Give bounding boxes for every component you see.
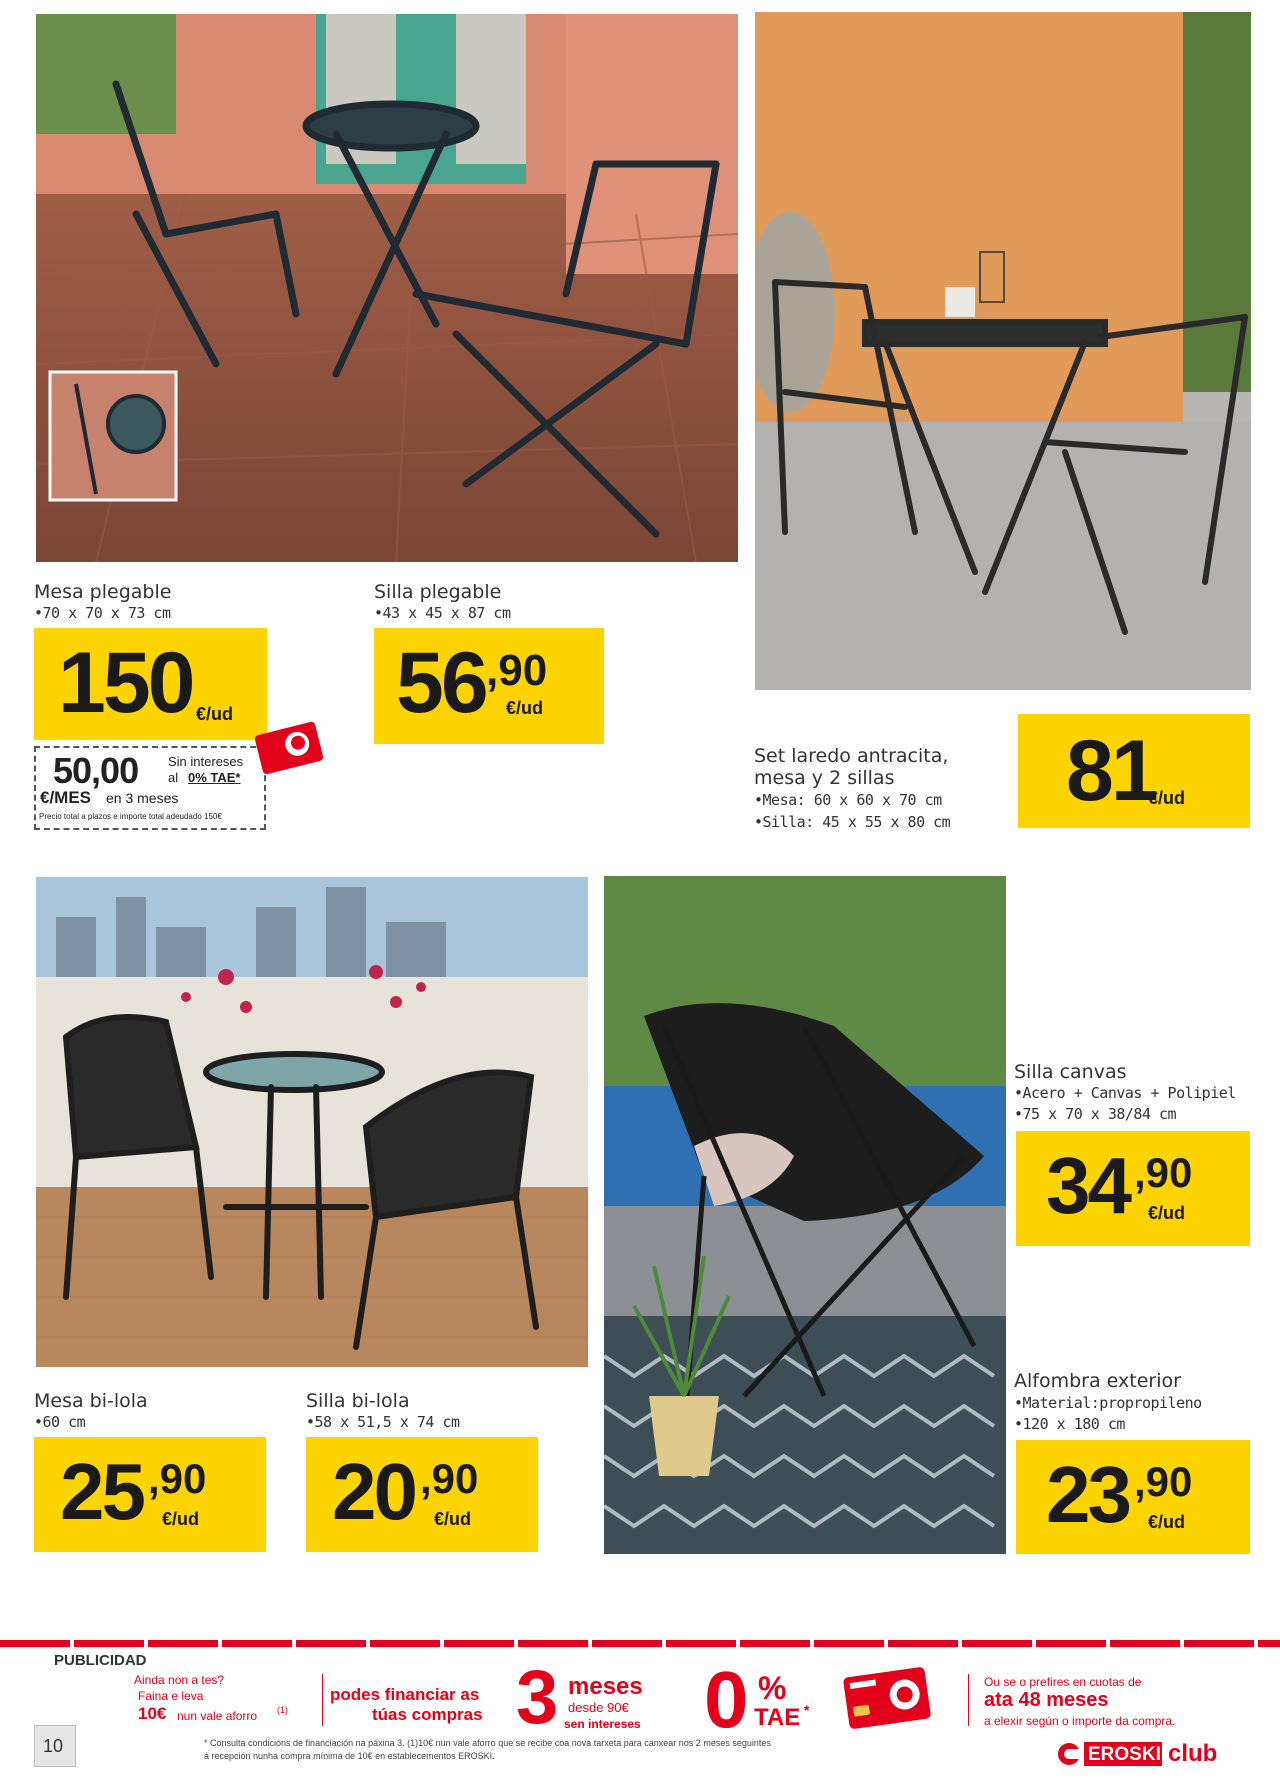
photo-bilola bbox=[36, 877, 588, 1367]
footer-zero: 0 bbox=[704, 1655, 749, 1744]
page-number: 10 bbox=[43, 1736, 64, 1756]
silla-bilola-title: Silla bi-lola bbox=[306, 1390, 410, 1412]
silla-plegable-spec: •43 x 45 x 87 cm bbox=[374, 604, 511, 622]
price-integer: 150 bbox=[58, 635, 193, 731]
footer-tae-star: * bbox=[804, 1702, 810, 1718]
price-decimal: ,90 bbox=[1134, 1149, 1193, 1196]
footer-note-line2: á recepción nunha compra mínima de 10€ en establecementos EROSKI. bbox=[204, 1751, 495, 1761]
footer-three: 3 bbox=[516, 1655, 559, 1740]
footer-separator bbox=[322, 1674, 323, 1726]
eroski-club-logo bbox=[1058, 1740, 1232, 1770]
price-tag-mesa-bilola bbox=[34, 1437, 266, 1552]
footer-ou-line3: a elexir según o importe da compra. bbox=[984, 1714, 1176, 1728]
price-integer: 56 bbox=[396, 635, 486, 731]
silla-plegable-title: Silla plegable bbox=[374, 581, 502, 603]
price-tag-set-laredo bbox=[1018, 714, 1250, 828]
silla-canvas-spec-material: •Acero + Canvas + Polipiel bbox=[1014, 1084, 1236, 1102]
price-unit: €/ud bbox=[1148, 788, 1186, 808]
price-unit: €/ud bbox=[434, 1509, 472, 1529]
price-integer: 34 bbox=[1046, 1141, 1129, 1230]
footer-ainda-line2: Faina e leva bbox=[138, 1689, 204, 1703]
eroski-credit-card-icon bbox=[843, 1667, 931, 1730]
financing-tae: 0% TAE* bbox=[188, 770, 241, 785]
price-decimal: ,90 bbox=[486, 646, 548, 695]
price-integer: 23 bbox=[1046, 1450, 1129, 1539]
photo-set-laredo bbox=[755, 12, 1251, 690]
alfombra-spec-size: •120 x 180 cm bbox=[1014, 1415, 1125, 1433]
mesa-plegable-title: Mesa plegable bbox=[34, 581, 172, 603]
price-unit: €/ud bbox=[1148, 1203, 1186, 1223]
set-laredo-title-line1: Set laredo antracita, bbox=[754, 745, 949, 767]
silla-bilola-spec: •58 x 51,5 x 74 cm bbox=[306, 1413, 460, 1431]
photo-mesa-silla-plegable bbox=[36, 14, 738, 562]
footer-ainda-line1: Ainda non a tes? bbox=[134, 1673, 225, 1687]
price-integer: 20 bbox=[332, 1447, 415, 1536]
eroski-brand: EROSKI bbox=[1088, 1744, 1161, 1765]
club-brand: club bbox=[1168, 1740, 1218, 1767]
footer-note-line1: * Consulta condicións de financiación na páxina 3. (1)10€ nun vale aforro que se recibe coa nova tarxeta para canxear nos 2 meses seguintes bbox=[204, 1738, 771, 1748]
mesa-plegable-spec: •70 x 70 x 73 cm bbox=[34, 604, 171, 622]
price-tag-silla-bilola bbox=[306, 1437, 538, 1552]
footer-separator-2 bbox=[968, 1674, 969, 1726]
silla-canvas-title: Silla canvas bbox=[1014, 1061, 1127, 1083]
footer-pct: % bbox=[758, 1670, 787, 1706]
publicidad-label: PUBLICIDAD bbox=[54, 1652, 147, 1669]
mesa-bilola-spec: •60 cm bbox=[34, 1413, 86, 1431]
footer-vale-amount: 10€ bbox=[138, 1704, 167, 1723]
footer-sen: sen intereses bbox=[564, 1717, 641, 1731]
price-unit: €/ud bbox=[162, 1509, 200, 1529]
financing-sin: Sin intereses bbox=[168, 754, 244, 769]
footer-vale-sup: (1) bbox=[277, 1705, 288, 1715]
price-decimal: ,90 bbox=[420, 1455, 479, 1502]
footer-podes-line1: podes financiar as bbox=[330, 1685, 480, 1704]
price-unit: €/ud bbox=[506, 698, 544, 718]
financing-box bbox=[34, 746, 266, 830]
financing-al: al bbox=[168, 770, 179, 785]
alfombra-title: Alfombra exterior bbox=[1014, 1370, 1181, 1392]
footer-podes-line2: túas compras bbox=[372, 1705, 483, 1724]
footer-ata: ata 48 meses bbox=[984, 1689, 1109, 1711]
set-laredo-title-line2: mesa y 2 sillas bbox=[754, 767, 895, 789]
set-laredo-spec-silla: •Silla: 45 x 55 x 80 cm bbox=[754, 813, 951, 831]
price-tag-mesa-plegable bbox=[34, 628, 267, 740]
photo-canvas-alfombra bbox=[604, 876, 1006, 1554]
silla-canvas-spec-size: •75 x 70 x 38/84 cm bbox=[1014, 1105, 1177, 1123]
financing-en: en 3 meses bbox=[106, 790, 179, 806]
price-tag-silla-canvas bbox=[1016, 1131, 1250, 1246]
financing-small: Precio total a plazos e importe total adeudado 150€ bbox=[39, 812, 222, 821]
footer-tae: TAE bbox=[754, 1704, 801, 1731]
page-number-box bbox=[34, 1725, 76, 1767]
footer-vale-text: nun vale aforro bbox=[177, 1709, 258, 1723]
footer-desde: desde 90€ bbox=[568, 1700, 629, 1715]
footer-ou-line1: Ou se o prefires en cuotas de bbox=[984, 1675, 1142, 1689]
price-integer: 25 bbox=[60, 1447, 143, 1536]
footer-divider bbox=[0, 1640, 1280, 1647]
price-integer: 81 bbox=[1066, 723, 1156, 819]
mesa-bilola-title: Mesa bi-lola bbox=[34, 1390, 148, 1412]
price-unit: €/ud bbox=[1148, 1512, 1186, 1532]
price-tag-alfombra bbox=[1016, 1440, 1250, 1554]
price-decimal: ,90 bbox=[1134, 1458, 1193, 1505]
footer-meses: meses bbox=[568, 1673, 643, 1700]
price-unit: €/ud bbox=[196, 704, 234, 724]
financing-amount: 50,00 bbox=[53, 750, 139, 791]
price-tag-silla-plegable bbox=[374, 628, 604, 744]
set-laredo-spec-mesa: •Mesa: 60 x 60 x 70 cm bbox=[754, 791, 942, 809]
alfombra-spec-material: •Material:propropileno bbox=[1014, 1394, 1202, 1412]
price-decimal: ,90 bbox=[148, 1455, 207, 1502]
financing-mes: €/MES bbox=[40, 788, 92, 807]
